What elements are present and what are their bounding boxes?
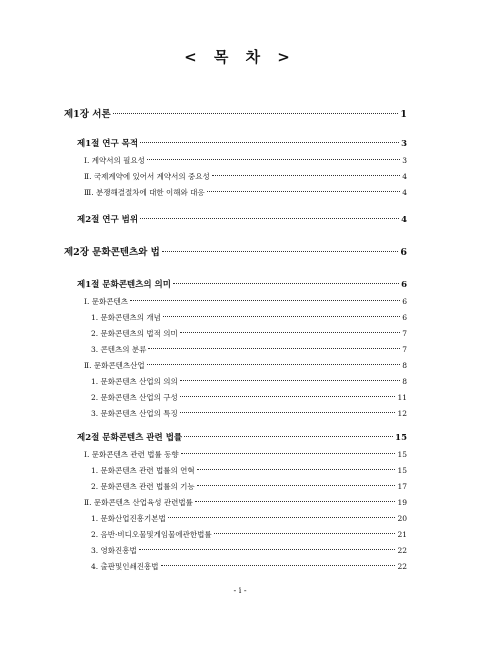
toc-entry bbox=[91, 391, 407, 404]
toc-entry-page: 3 bbox=[402, 156, 407, 165]
toc-entry bbox=[64, 108, 407, 121]
toc-entry bbox=[84, 186, 407, 199]
toc-entry-label: 제2장 문화콘텐츠와 법 bbox=[64, 247, 160, 258]
toc-entry-page: 20 bbox=[397, 514, 407, 523]
dot-leader bbox=[180, 396, 396, 397]
toc-entry bbox=[84, 359, 407, 372]
dot-leader bbox=[181, 453, 396, 454]
toc-entry-page: 4 bbox=[402, 172, 407, 181]
toc-entry-label: 제2절 연구 범위 bbox=[77, 215, 139, 225]
toc-entry bbox=[84, 295, 407, 308]
toc-entry-label: Ⅰ. 문화콘텐츠 관련 법률 동향 bbox=[84, 450, 179, 459]
toc-entry-page: 12 bbox=[397, 409, 407, 418]
toc-entry-label: 3. 영화진흥법 bbox=[91, 546, 137, 555]
dot-leader bbox=[173, 283, 399, 284]
toc-entry-label: Ⅱ. 문화콘텐츠산업 bbox=[84, 361, 145, 370]
toc-entry-label: 제1절 문화콘텐츠의 의미 bbox=[77, 280, 171, 290]
toc-entry-page: 6 bbox=[402, 297, 407, 306]
toc-entry bbox=[77, 138, 407, 151]
toc-entry bbox=[91, 480, 407, 493]
toc-entry bbox=[91, 407, 407, 420]
dot-leader bbox=[180, 380, 400, 381]
toc-entry-page: 3 bbox=[401, 139, 407, 149]
toc-entry bbox=[91, 311, 407, 324]
toc-entry-label: 2. 문화콘텐츠 산업의 구성 bbox=[91, 393, 178, 402]
toc-entry bbox=[91, 512, 407, 525]
toc-entry-label: 1. 문화산업진흥기본법 bbox=[91, 514, 166, 523]
dot-leader bbox=[184, 436, 393, 437]
dot-leader bbox=[147, 364, 401, 365]
toc-entry-label: 1. 문화콘텐츠 산업의 의의 bbox=[91, 377, 178, 386]
dot-leader bbox=[195, 501, 396, 502]
toc-entry-page: 11 bbox=[397, 393, 407, 402]
toc-entry-page: 8 bbox=[402, 377, 407, 386]
toc-entry-page: 15 bbox=[397, 466, 407, 475]
toc-entry-page: 21 bbox=[397, 530, 407, 539]
dot-leader bbox=[130, 300, 400, 301]
dot-leader bbox=[163, 316, 400, 317]
dot-leader bbox=[214, 533, 396, 534]
toc-entry-page: 7 bbox=[402, 329, 407, 338]
dot-leader bbox=[180, 332, 400, 333]
toc-entry-page: 15 bbox=[395, 433, 407, 443]
dot-leader bbox=[180, 412, 396, 413]
toc-entry-page: 6 bbox=[400, 247, 407, 258]
toc-entry bbox=[84, 154, 407, 167]
dot-leader bbox=[161, 565, 396, 566]
dot-leader bbox=[140, 218, 399, 219]
toc-entry-page: 1 bbox=[400, 109, 407, 120]
page-title: < 목 차 > bbox=[184, 48, 296, 66]
dot-leader bbox=[197, 485, 396, 486]
toc-entry-label: Ⅱ. 국제계약에 있어서 계약서의 중요성 bbox=[84, 172, 210, 181]
toc-entry-label: 제2절 문화콘텐츠 관련 법률 bbox=[77, 433, 183, 443]
toc-entry-label: 1. 문화콘텐츠 관련 법률의 연혁 bbox=[91, 466, 195, 475]
toc-entry-label: 4. 출판및인쇄진흥법 bbox=[91, 562, 159, 571]
toc-entry-label: 2. 문화콘텐츠의 법적 의미 bbox=[91, 329, 178, 338]
dot-leader bbox=[212, 175, 401, 176]
toc-entry-page: 6 bbox=[401, 280, 407, 290]
dot-leader bbox=[197, 469, 396, 470]
toc-entry-page: 22 bbox=[397, 546, 407, 555]
toc-entry bbox=[91, 343, 407, 356]
toc-entry bbox=[77, 279, 407, 292]
dot-leader bbox=[140, 142, 399, 143]
dot-leader bbox=[148, 348, 400, 349]
toc-entry-page: 17 bbox=[397, 482, 407, 491]
toc-entry-page: 19 bbox=[397, 498, 407, 507]
toc-entry-label: 제1절 연구 목적 bbox=[77, 139, 139, 149]
toc-entry-label: Ⅲ. 분쟁해결절차에 대한 이해와 대응 bbox=[84, 188, 205, 197]
dot-leader bbox=[207, 191, 401, 192]
toc-entry-page: 4 bbox=[401, 215, 407, 225]
dot-leader bbox=[139, 549, 396, 550]
toc-entry bbox=[77, 432, 407, 445]
toc-entry bbox=[84, 448, 407, 461]
toc-entry bbox=[64, 246, 407, 259]
toc-entry bbox=[84, 496, 407, 509]
toc-entry bbox=[91, 464, 407, 477]
page-number-footer: - i - bbox=[233, 586, 247, 595]
toc-entry-label: 2. 문화콘텐츠 관련 법률의 기능 bbox=[91, 482, 195, 491]
toc-entry bbox=[91, 327, 407, 340]
toc-entry-page: 4 bbox=[402, 188, 407, 197]
toc-entry-label: Ⅱ. 문화콘텐츠 산업육성 관련법률 bbox=[84, 498, 193, 507]
toc-entry-page: 22 bbox=[397, 562, 407, 571]
toc-entry-label: 3. 문화콘텐츠 산업의 특징 bbox=[91, 409, 178, 418]
toc-entry-page: 6 bbox=[402, 313, 407, 322]
toc-entry-label: 제1장 서론 bbox=[64, 109, 111, 120]
toc-entry-label: Ⅰ. 문화콘텐츠 bbox=[84, 297, 128, 306]
toc-entry-label: 1. 문화콘텐츠의 개념 bbox=[91, 313, 161, 322]
toc-entry-page: 8 bbox=[402, 361, 407, 370]
dot-leader bbox=[168, 517, 396, 518]
dot-leader bbox=[113, 113, 399, 114]
toc-entry bbox=[91, 560, 407, 573]
dot-leader bbox=[162, 251, 399, 252]
dot-leader bbox=[147, 159, 400, 160]
toc-entry bbox=[84, 170, 407, 183]
toc-entry bbox=[91, 528, 407, 541]
toc-entry-label: 2. 음반·비디오물및게임물에관한법률 bbox=[91, 530, 212, 539]
toc-entry-label: Ⅰ. 계약서의 필요성 bbox=[84, 156, 145, 165]
toc-entry-label: 3. 콘텐츠의 분류 bbox=[91, 345, 147, 354]
toc-entry bbox=[91, 375, 407, 388]
toc-entry bbox=[91, 544, 407, 557]
toc-entry-page: 15 bbox=[397, 450, 407, 459]
toc-entry-page: 7 bbox=[402, 345, 407, 354]
toc-entry bbox=[77, 214, 407, 227]
